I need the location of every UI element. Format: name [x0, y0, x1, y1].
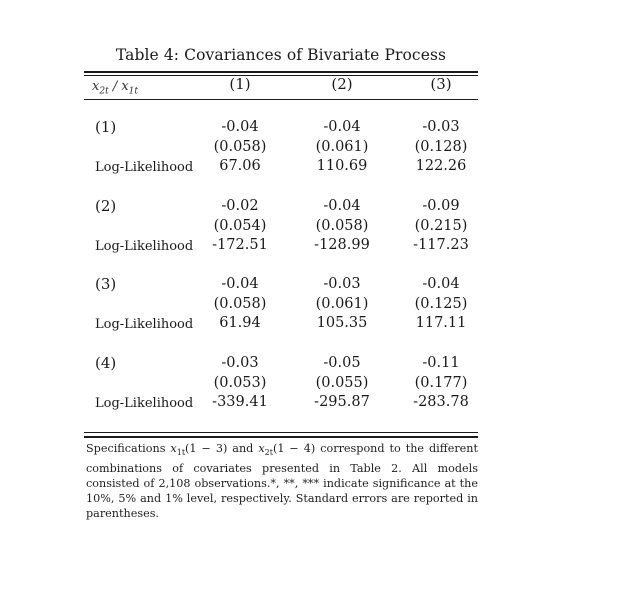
std-error-cell: (0.058) — [213, 296, 267, 312]
loglik-cell: 67.06 — [219, 158, 261, 174]
estimate-cell: -0.03 — [323, 276, 361, 292]
loglik-cell: 105.35 — [316, 315, 368, 331]
top-rule-thick — [84, 71, 478, 73]
estimate-cell: -0.03 — [422, 119, 460, 135]
loglik-label: Log-Likelihood — [95, 160, 194, 175]
estimate-cell: -0.04 — [422, 276, 460, 292]
row-label: (3) — [95, 275, 117, 293]
bottom-rule-thick — [84, 436, 478, 438]
row-label: (1) — [95, 118, 117, 136]
estimate-cell: -0.04 — [323, 119, 361, 135]
std-error-cell: (0.055) — [315, 375, 369, 391]
loglik-cell: -172.51 — [212, 237, 268, 253]
estimate-cell: -0.02 — [221, 198, 259, 214]
loglik-cell: -117.23 — [413, 237, 469, 253]
loglik-cell: -283.78 — [413, 394, 469, 410]
loglik-label: Log-Likelihood — [95, 317, 194, 332]
std-error-cell: (0.061) — [315, 296, 369, 312]
std-error-cell: (0.215) — [414, 218, 468, 234]
header-bottom-rule — [84, 99, 478, 100]
std-error-cell: (0.125) — [414, 296, 468, 312]
loglik-cell: 117.11 — [415, 315, 467, 331]
estimate-cell: -0.03 — [221, 355, 259, 371]
estimate-cell: -0.05 — [323, 355, 361, 371]
std-error-cell: (0.128) — [414, 139, 468, 155]
std-error-cell: (0.061) — [315, 139, 369, 155]
loglik-label: Log-Likelihood — [95, 239, 194, 254]
estimate-cell: -0.04 — [221, 119, 259, 135]
header-col-2: (2) — [331, 75, 353, 93]
std-error-cell: (0.054) — [213, 218, 267, 234]
loglik-label: Log-Likelihood — [95, 396, 194, 411]
estimate-cell: -0.09 — [422, 198, 460, 214]
loglik-cell: -295.87 — [314, 394, 370, 410]
table-row-group — [0, 275, 619, 335]
bottom-rule-thin — [84, 432, 478, 433]
std-error-cell: (0.058) — [213, 139, 267, 155]
table-row-group — [0, 197, 619, 257]
loglik-cell: -128.99 — [314, 237, 370, 253]
estimate-cell: -0.04 — [323, 198, 361, 214]
loglik-cell: 122.26 — [415, 158, 467, 174]
header-col-3: (3) — [430, 75, 452, 93]
table-title: Table 4: Covariances of Bivariate Process — [115, 46, 447, 64]
loglik-cell: 110.69 — [316, 158, 368, 174]
row-label: (2) — [95, 197, 117, 215]
estimate-cell: -0.11 — [422, 355, 460, 371]
std-error-cell: (0.177) — [414, 375, 468, 391]
loglik-cell: 61.94 — [219, 315, 261, 331]
header-col-1: (1) — [229, 75, 251, 93]
std-error-cell: (0.053) — [213, 375, 267, 391]
std-error-cell: (0.058) — [315, 218, 369, 234]
loglik-cell: -339.41 — [212, 394, 268, 410]
table-row-group — [0, 118, 619, 178]
estimate-cell: -0.04 — [221, 276, 259, 292]
row-label: (4) — [95, 354, 117, 372]
header-row-label: $x_{2t} / x_{1t}$ — [92, 79, 139, 97]
table-row-group — [0, 354, 619, 414]
table-note: Specifications $x_{1t}(1 - 3)$ and $x_{2t}(1 - 4)$ correspond to the different combinations of covariates presented in Table 2. All models consisted of 2,108 observations.*, **, *** indicate significance at the 10%, 5% and 1% level, respectively. Standard errors are reported in parentheses. — [86, 442, 478, 521]
